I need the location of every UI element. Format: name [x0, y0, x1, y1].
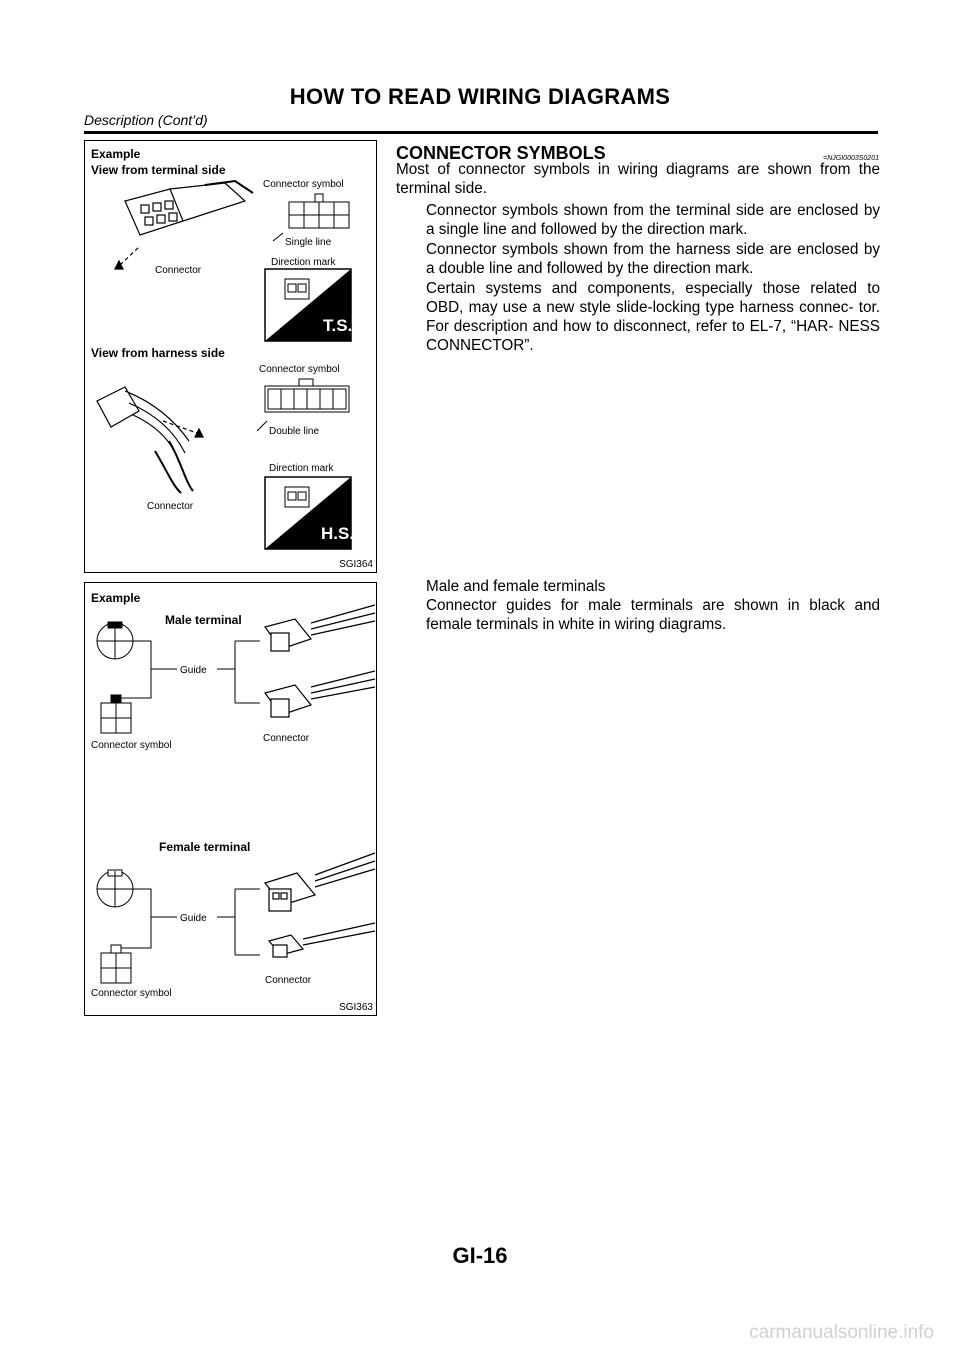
fig2-guide-label-1: Guide — [180, 665, 207, 676]
page-header-title: HOW TO READ WIRING DIAGRAMS — [289, 84, 671, 109]
fig1-connector-label-2: Connector — [147, 501, 194, 512]
fig2-connector-label-1: Connector — [263, 733, 310, 744]
paragraph-slide-locking: Certain systems and components, especially those related to OBD, may use a new style slide-locking type harness connec- tor. For description and how to disconnect, refer to EL-7, “HAR- NESS CONNECTOR”. — [426, 280, 880, 354]
fig1-direction-mark-label-1: Direction mark — [271, 257, 336, 268]
fig2-connector-symbol-label-1: Connector symbol — [91, 740, 172, 751]
connector-views-illustration — [85, 141, 376, 572]
fig2-male-terminal-label: Male terminal — [165, 613, 242, 627]
fig2-female-terminal-label: Female terminal — [159, 840, 251, 854]
figure-male-female-terminals — [84, 582, 377, 1016]
paragraph-harness-side: Connector symbols shown from the harness side are enclosed by a double line and followed by the direction mark. — [426, 241, 880, 277]
fig1-direction-mark-label-2: Direction mark — [269, 463, 334, 474]
page-number: GI-16 — [452, 1243, 508, 1268]
page-header-subtitle: Description (Cont’d) — [84, 112, 208, 128]
double-line-connector-symbol — [257, 379, 349, 431]
paragraph-intro: Most of connector symbols in wiring diagrams are shown from the terminal side. — [396, 161, 880, 197]
fig1-ts-label: T.S. — [323, 316, 353, 335]
fig1-single-line-label: Single line — [285, 237, 332, 248]
fig1-double-line-label: Double line — [269, 426, 320, 437]
fig1-connector-symbol-label-1: Connector symbol — [263, 179, 344, 190]
paragraph-connector-guides: Connector guides for male terminals are shown in black and female terminals in white in wiring diagrams. — [426, 597, 880, 633]
fig1-connector-label-1: Connector — [155, 265, 202, 276]
header-rule — [84, 131, 878, 134]
watermark: carmanualsonline.info — [749, 1322, 934, 1343]
figure1-id: SGI364 — [339, 559, 373, 570]
fig2-connector-label-2: Connector — [265, 975, 312, 986]
fig1-connector-symbol-label-2: Connector symbol — [259, 364, 340, 375]
terminal-guides-illustration — [85, 583, 376, 1015]
fig2-example-label: Example — [91, 591, 141, 605]
harness-side-connector-icon — [97, 387, 203, 493]
fig2-connector-symbol-label-2: Connector symbol — [91, 988, 172, 999]
figure2-id: SGI363 — [339, 1002, 373, 1013]
figure-connector-views — [84, 140, 377, 573]
fig1-view-harness-label: View from harness side — [91, 346, 225, 360]
section-title: CONNECTOR SYMBOLS — [396, 143, 606, 163]
fig1-view-terminal-label: View from terminal side — [91, 163, 226, 177]
single-line-connector-symbol — [273, 194, 349, 241]
male-connector-icon — [265, 605, 375, 717]
fig1-example-label: Example — [91, 147, 141, 161]
paragraph-terminal-side: Connector symbols shown from the terminal side are enclosed by a single line and followed by the direction mark. — [426, 202, 880, 238]
female-connector-icon — [265, 853, 375, 957]
fig1-hs-label: H.S. — [321, 524, 355, 543]
paragraph-male-female-heading: Male and female terminals — [426, 578, 606, 595]
female-guide-diagram — [97, 870, 260, 983]
terminal-side-connector-icon — [115, 181, 253, 269]
section-reference-code: =NJGI0003S0201 — [823, 155, 879, 162]
male-guide-diagram — [97, 622, 260, 733]
fig2-guide-label-2: Guide — [180, 913, 207, 924]
